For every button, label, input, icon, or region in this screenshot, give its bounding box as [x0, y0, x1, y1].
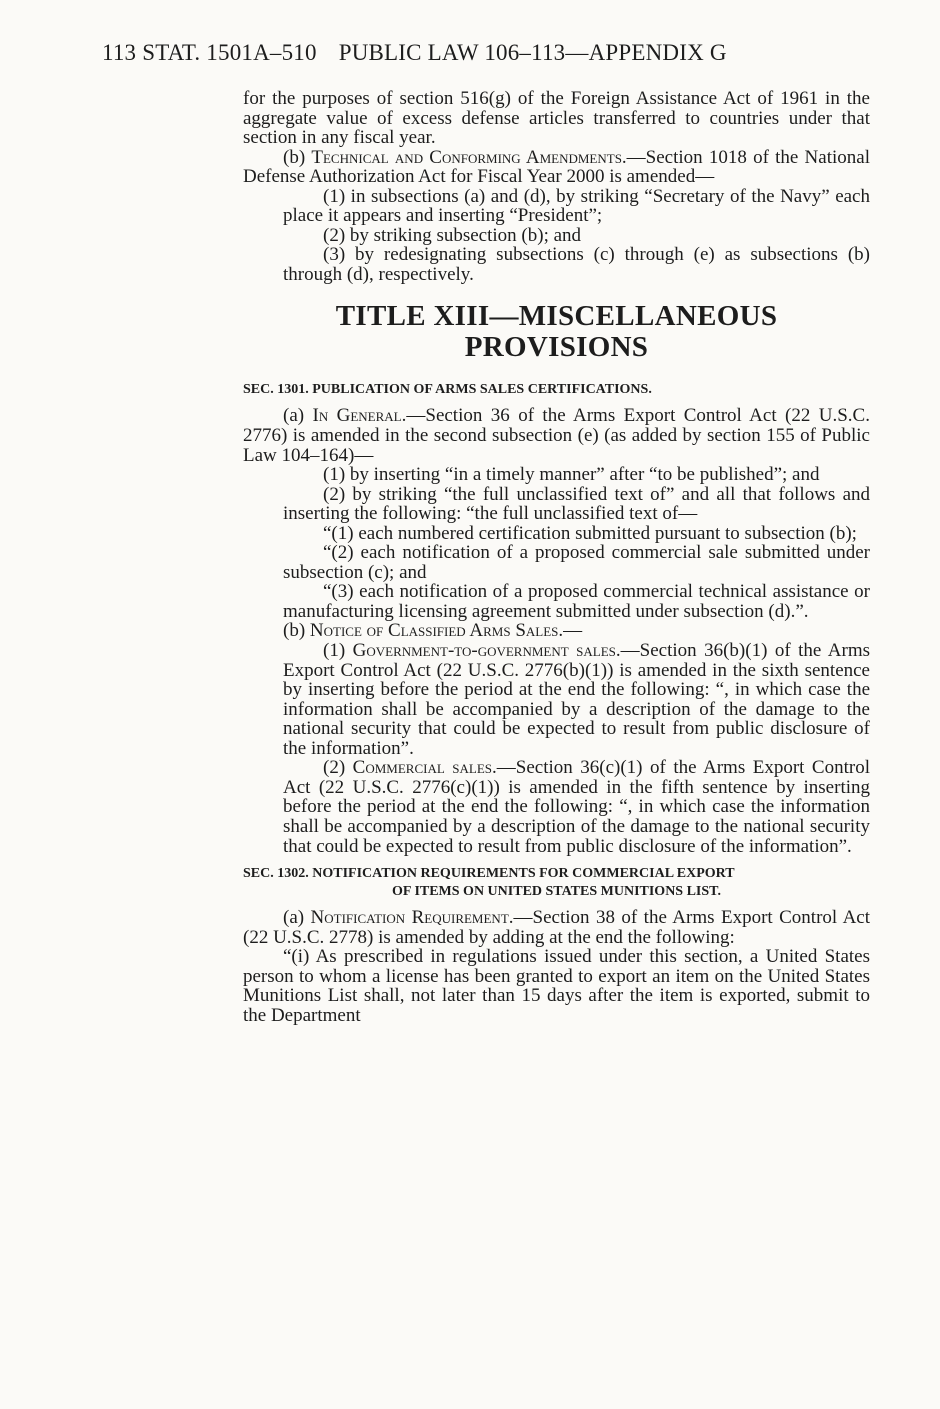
- law-title: PUBLIC LAW 106–113—APPENDIX G: [338, 40, 727, 65]
- paragraph-heading: Commercial sales.: [352, 757, 497, 779]
- paragraph-text: —Section 36(b)(1) of the Arms Export Control Act (22 U.S.C. 2776(b)(1)) is amended in the sixth sentence by inserting before the period at the end the following: “, in which case the information shall be accompanied by a description of the damage to the national security that could be expected to result from public disclosure of the information”.: [283, 640, 870, 759]
- title-line: PROVISIONS: [464, 331, 649, 364]
- paragraph-heading: Government-to-government sales.: [352, 640, 621, 662]
- subparagraph-b2: [243, 758, 870, 856]
- section-heading-1302: [243, 865, 870, 901]
- quoted-clause: “(1) each numbered certification submitted pursuant to subsection (b);: [323, 522, 857, 544]
- quoted-subsection: “(i) As prescribed in regulations issued under this section, a United States person to whom a license has been granted to export an item on the United States Munitions List shall, not later than 15 days after the item is exported, submit to the Department: [243, 946, 870, 1026]
- subparagraph: (3) by redesignating subsections (c) through (e) as subsections (b) through (d), respectively.: [283, 244, 870, 285]
- paragraph-heading: Technical and Conforming Amendments.: [311, 146, 627, 168]
- subparagraph-b1: [243, 641, 870, 758]
- section-heading-line: OF ITEMS ON UNITED STATES MUNITIONS LIST.: [392, 884, 721, 900]
- paragraph-heading: Notice of Classified Arms Sales.: [309, 620, 564, 642]
- title-line: TITLE XIII—MISCELLANEOUS: [335, 300, 778, 333]
- running-header: [102, 40, 749, 66]
- paragraph-lead: (b): [283, 146, 312, 168]
- subparagraph-text: (1) in subsections (a) and (d), by striking “Secretary of the Navy” each place it appears and inserting “President”;: [283, 185, 870, 227]
- paragraph-text: —: [563, 620, 583, 642]
- paragraph-lead: (a): [283, 907, 311, 929]
- quoted-clause: “(3) each notification of a proposed commercial technical assistance or manufacturing licensing agreement submitted under subsection (d).”.: [283, 581, 870, 622]
- paragraph-lead: (b): [283, 620, 310, 642]
- subparagraph: (2) by striking “the full unclassified text of” and all that follows and inserting the following: “the full unclassified text of—: [283, 483, 870, 525]
- subparagraph: (1) by inserting “in a timely manner” after “to be published”; and: [323, 464, 820, 486]
- paragraph-lead: (1): [323, 640, 353, 662]
- paragraph-a: [243, 406, 870, 465]
- paragraph-heading: Notification Requirement.: [310, 907, 514, 929]
- paragraph-heading: In General.: [312, 405, 407, 427]
- paragraph-text: —Section 36(c)(1) of the Arms Export Control Act (22 U.S.C. 2776(c)(1)) is amended in the fifth sentence by inserting before the period at the end the following: “, in which case the information shall be accompanied by a description of the damage to the national security that could be expected to result from public disclosure of the information”.: [283, 757, 870, 857]
- paragraph-text: —Section 1018 of the National Defense Authorization Act for Fiscal Year 2000 is amended—: [243, 146, 870, 188]
- quoted-clause: “(2) each notification of a proposed commercial sale submitted under subsection (c); and: [283, 542, 870, 583]
- paragraph-text: —Section 38 of the Arms Export Control Act (22 U.S.C. 2778) is amended by adding at the end the following:: [243, 907, 871, 948]
- subparagraph: [243, 187, 870, 226]
- paragraph: for the purposes of section 516(g) of the Foreign Assistance Act of 1961 in the aggregate value of excess defense articles transferred to countries under that section in any fiscal year.: [243, 88, 870, 149]
- section-heading-line: SEC. 1302. NOTIFICATION REQUIREMENTS FOR COMMERCIAL EXPORT: [243, 866, 735, 882]
- paragraph-b-notice: [243, 621, 870, 641]
- document-body: [243, 89, 870, 1025]
- statute-citation: 113 STAT. 1501A–510: [102, 40, 317, 65]
- paragraph-lead: (a): [283, 405, 313, 427]
- paragraph-text: —Section 36 of the Arms Export Control Act (22 U.S.C. 2776) is amended in the second subsection (e) (as added by section 155 of Public Law 104–164)—: [243, 405, 870, 466]
- title-heading: [243, 301, 870, 363]
- section-heading-1301: SEC. 1301. PUBLICATION OF ARMS SALES CERTIFICATIONS.: [243, 382, 652, 398]
- subparagraph-group: [243, 187, 870, 226]
- paragraph-lead: (2): [323, 757, 353, 779]
- paragraph-b: [243, 148, 870, 187]
- subparagraph: (2) by striking subsection (b); and: [323, 224, 582, 246]
- paragraph-a-notification: [243, 908, 870, 947]
